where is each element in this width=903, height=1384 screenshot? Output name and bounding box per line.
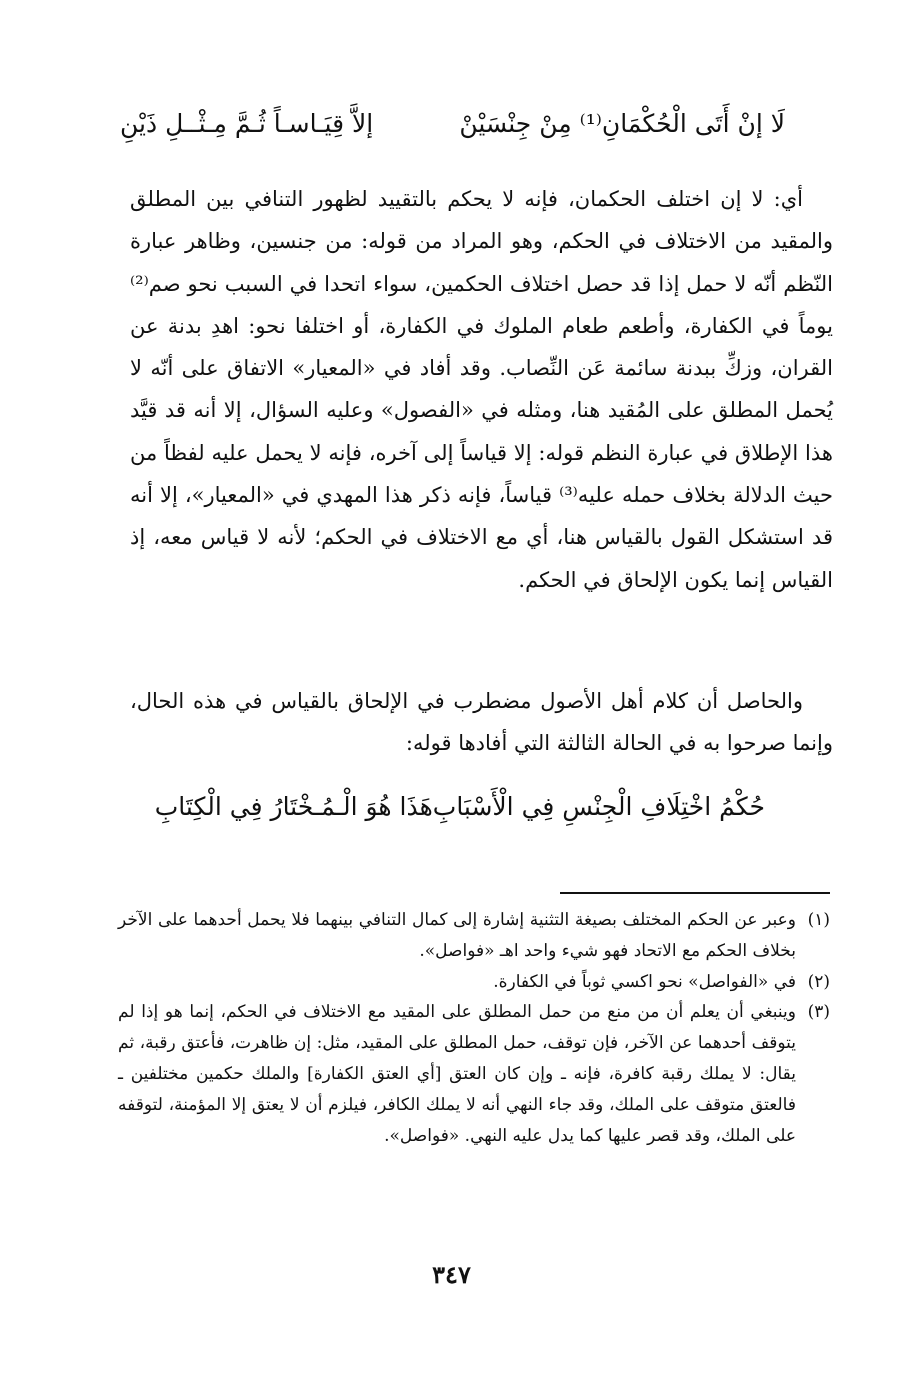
verse-line (154, 787, 765, 827)
footnote-text: في «الفواصل» نحو اكسي ثوباً في الكفارة. (493, 971, 796, 992)
page-number: ٣٤٧ (432, 1260, 471, 1289)
footnote-text: وعبر عن الحكم المختلف بصيغة التثنية إشارة إلى كمال التنافي بينهما فلا يحمل أحدهما على الآخر بخلاف الحكم مع الاتحاد فهو شيء واحد اهـ «فواصل». (118, 910, 796, 961)
paragraph-text: أي: لا إن اختلف الحكمان، فإنه لا يحكم بالتقييد لظهور التنافي بين المطلق والمقيد من الاختلاف في الحكم، وهو المراد من قوله: من جنسين، وظاهر عبارة النّظم أنّه لا حمل إذا قد حصل اختلاف الحكمين، سواء اتحدا في السبب نحو صم⁽²⁾ يوماً في الكفارة، وأطعم طعام الملوك في الكفارة، أو اختلفا نحو: اهدِ بدنة عن القران، وزكِّ ببدنة سائمة عَن النِّصاب. وقد أفاد في «المعيار» الاتفاق على أنّه لا يُحمل المطلق على المُقيد هنا، ومثله في «الفصول» وعليه السؤال، إلا أنه قد قيَّد هذا الإطلاق في عبارة النظم قوله: إلا قياساً إلى آخره، فإنه لا يحمل عليه لفظاً من حيث الدلالة بخلاف حمله عليه⁽³⁾ قياساً، فإنه ذكر هذا المهدي في «المعيار»، إلا أنه قد استشكل القول بالقياس هنا، أي مع الاختلاف في الحكم؛ لأنه لا قياس معه، إذ القياس إنما يكون الإلحاق في الحكم. (130, 187, 833, 592)
main-paragraph (130, 178, 833, 601)
footnote (118, 967, 830, 998)
conclusion-paragraph (130, 680, 833, 765)
paragraph-text: والحاصل أن كلام أهل الأصول مضطرب في الإلحاق بالقياس في هذه الحال، وإنما صرحوا به في الحالة الثالثة التي أفادها قوله: (130, 689, 833, 756)
footnote-number: (٣) (807, 1002, 830, 1023)
verse-second-hemistich: هَذَا هُوَ الْـمُـخْتَارُ فِي الْكِتَابِ (154, 792, 433, 821)
verse-second-hemistich: إلاَّ قِيَـاسـاً ثُـمَّ مِـثْــلِ ذَيْنِ (120, 109, 374, 138)
footnote-text: وينبغي أن يعلم أن من منع من حمل المطلق على المقيد مع الاختلاف في الحكم، إنما هو إذا لم يتوقف أحدهما عن الآخر، فإن توقف، حمل المطلق على المقيد، مثل: إن ظاهرت، فأعتق رقبة، ثم يقال: لا يملك رقبة كافرة، فإنه ـ وإن كان العتق [أي العتق الكفارة] والملك حكمين مختلفين ـ فالعتق متوقف على الملك، وقد جاء النهي أنه لا يملك الكافر، فيلزم أن لا يعتق إلا المؤمنة، لتوقفه على الملك، وقد قصر عليها كما يدل عليه النهي. «فواصل». (118, 1002, 796, 1146)
footnote-number: (١) (807, 910, 830, 930)
footnote (118, 905, 830, 967)
footnote-separator (560, 892, 830, 894)
footnotes (118, 905, 830, 1151)
footnote-number: (٢) (807, 971, 830, 992)
verse-first-hemistich: حُكْمُ اخْتِلَافِ الْجِنْسِ فِي الْأَسْبَابِ (432, 792, 765, 821)
verse-first-hemistich: لَا إنْ أَتَى الْحُكْمَانِ⁽¹⁾ مِنْ جِنْسَيْنْ (459, 109, 785, 138)
verse-line (120, 104, 785, 144)
footnote (118, 997, 830, 1151)
